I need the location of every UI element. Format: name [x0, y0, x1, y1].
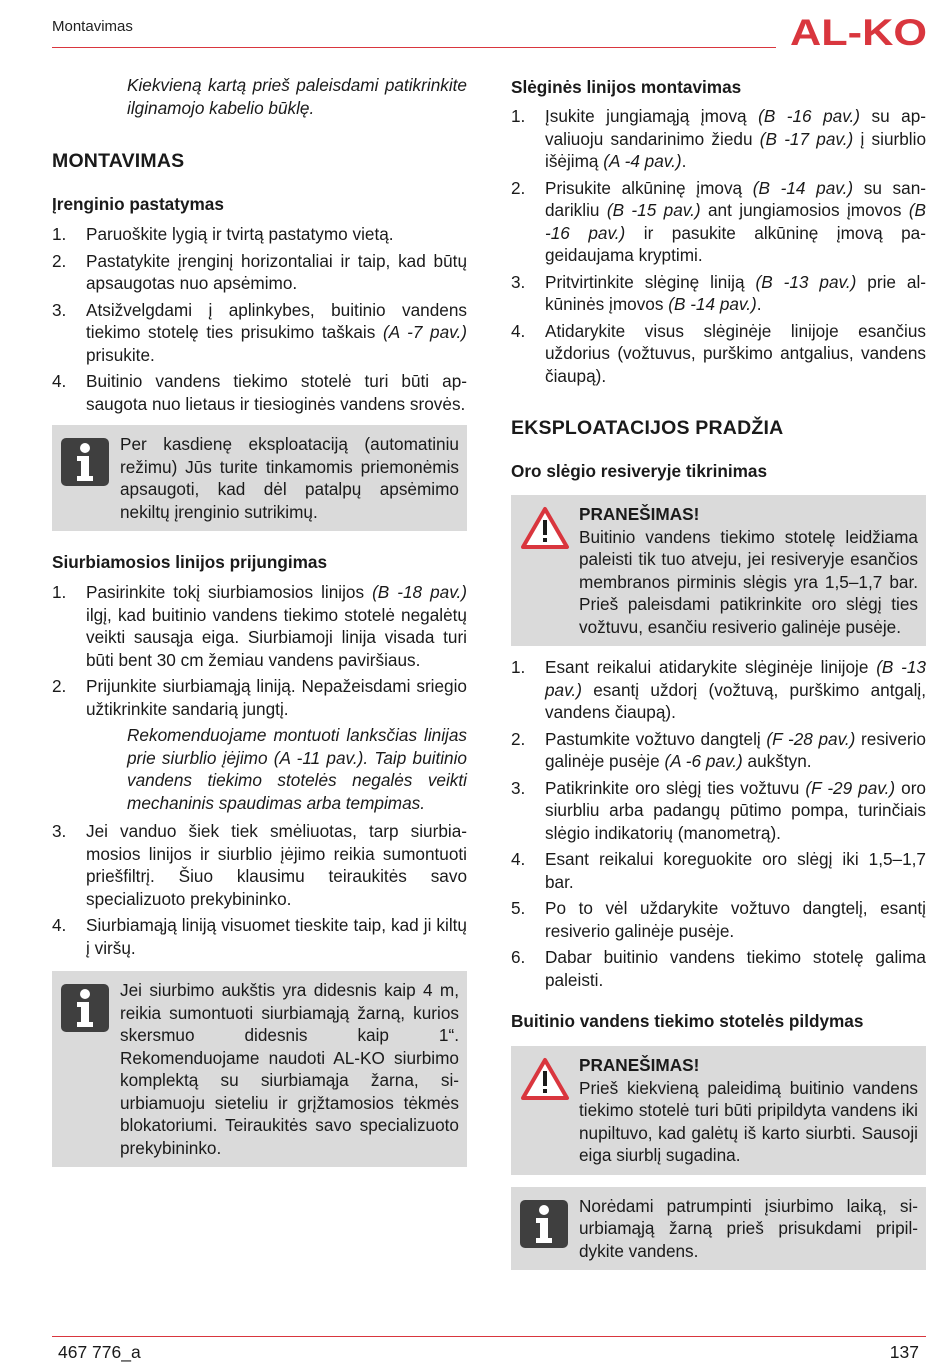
notice-title: PRANEŠIMAS! [579, 1055, 700, 1075]
list-item: 1. Paruoškite lygią ir tvirtą pastatymo vietą. [52, 224, 394, 244]
notice-text: Buitinio vandens tiekimo stotelę leidžiama paleisti tik tuo atveju, jei resiveryje esančios membranos pirminis slėgis yra 1,5–1,7 bar. Prieš paleisdami patikrinkite oro slėgį ties vožtuvu, esančiu resiverio galinėje pusėje. [579, 526, 918, 637]
list-item: 3. Pritvirtinkite slėginę liniją (B -13 pav.) prie alkūninės įmovos (B -14 pav.). [511, 271, 926, 314]
alko-logo [790, 14, 928, 50]
warning-icon [520, 1057, 570, 1101]
section-title-commissioning: EKSPLOATACIJOS PRADŽIA [511, 417, 784, 439]
info-box-suction-height: Jei siurbimo aukštis yra didesnis kaip 4 m, reikia sumontuoti siurbiamąją žarną, kurios skersmuo didesnis kaip 1“. Rekomenduojame naudoti AL-KO siurbimo komplektą su siurbiamąja žarna, siurbiamuoju sieteliu ir grįžtamosios tėkmės blokatoriumi. Teiraukitės savo specializuoto prekybininko. [52, 971, 467, 1167]
list-item: 2. Pastumkite vožtuvo dangtelį (F -28 pav.) resiverio galinėje pusėje (A -6 pav.) aukštyn. [511, 728, 926, 771]
info-icon [61, 438, 109, 486]
footer-rule [52, 1336, 926, 1337]
notice-title: PRANEŠIMAS! [579, 504, 700, 524]
right-column [511, 74, 926, 1270]
subsection-title-filling: Buitinio vandens tiekimo stotelės pildymas [511, 1011, 864, 1031]
info-icon [61, 984, 109, 1032]
subsection-title-suction-line: Siurbiamosios linijos prijungimas [52, 552, 328, 572]
header-rule [52, 47, 776, 48]
subsection-title-air-pressure: Oro slėgio resiveryje tikrinimas [511, 461, 768, 481]
placement-steps [52, 223, 467, 415]
subsection-title-pressure-line: Slėginės linijos montavimas [511, 77, 742, 97]
info-box-priming: Norėdami patrumpinti įsiurbimo laiką, siurbiamąją žarną prieš prisukdami pripildykite vandens. [511, 1187, 926, 1271]
list-item: 1. Įsukite jungiamąją įmovą (B -16 pav.) su apvaliuoju sandarinimo žiedu (B -17 pav.) į siurblio išėjimą (A -4 pav.). [511, 106, 927, 171]
notice-box-air-pressure [511, 495, 926, 646]
list-item: 3. Patikrinkite oro slėgį ties vožtuvu (F -29 pav.) oro siurbliu arba padangų pūtimo pompa, turinčiais slėgio indikatorių (manometrą). [511, 777, 926, 843]
pressure-line-steps [511, 105, 926, 387]
svg-text:AL-KO: AL-KO [790, 14, 927, 50]
list-item: 2. Pastatykite įrenginį horizontaliai ir taip, kad būtų apsaugotas nuo apsėmimo. [52, 250, 467, 293]
air-pressure-steps [511, 656, 926, 991]
document-number: 467 776_a [58, 1342, 141, 1362]
left-column [52, 74, 467, 1167]
list-item: 5. Po to vėl uždarykite vožtuvo dangtelį, esantį resiverio galinėje pusėje. [511, 898, 926, 941]
list-item: 3. Jei vanduo šiek tiek smėliuotas, tarp siurbiamosios linijos ir siurblio įėjimo reikia sumontuoti priešfiltrį. Šiuo klausimu teiraukitės savo specializuoto prekybininko. [52, 821, 467, 909]
list-item: 1. Esant reikalui atidarykite slėginėje linijoje (B -13 pav.) esantį uždorį (vožtuvą, purškimo antgalį, vandens čiaupą). [511, 657, 926, 722]
list-item: 4. Siurbiamąją liniją visuomet tieskite taip, kad ji kiltų į viršų. [52, 915, 467, 958]
subsection-title-placement: Įrenginio pastatymas [52, 194, 224, 214]
notice-text: Prieš kiekvieną paleidimą buitinio vandens tiekimo stotelė turi būti pripildyta vandens iki nupiltuvo, kad galėtų iš karto siurbti. Sausoji eiga siurblį sugadina. [579, 1077, 918, 1165]
list-item: 4. Esant reikalui koreguokite oro slėgį iki 1,5–1,7 bar. [511, 849, 926, 892]
list-item: 1. Pasirinkite tokį siurbiamosios linijos (B -18 pav.) ilgį, kad buitinio vandens tiekimo stotelė negalėtų veikti sausąja eiga. Siurbiamoji linija visada turi būti bent 30 cm žemiau vandens paviršiaus. [52, 582, 468, 670]
notice-box-filling [511, 1046, 926, 1175]
list-item: 2. Prijunkite siurbiamąją liniją. Nepažeisdami sriegio užtikrinkite sandarią jungtį. [52, 676, 467, 719]
suction-steps [52, 581, 467, 720]
suction-steps-continued [52, 820, 467, 959]
section-title-installation: MONTAVIMAS [52, 150, 185, 172]
list-item: 4. Atidarykite visus slėginėje linijoje esančius uždorius (vožtuvus, purškimo antgalius, vandens čiaupą). [511, 320, 926, 386]
list-item: 6. Dabar buitinio vandens tiekimo stotelę galima paleisti. [511, 947, 926, 990]
list-item: 4. Buitinio vandens tiekimo stotelė turi būti apsaugota nuo lietaus ir tiesioginės vandens srovės. [52, 371, 467, 414]
list-item: 2. Prisukite alkūninę įmovą (B -14 pav.) su sandarikliu (B -15 pav.) ant jungiamosios įmovos (B -16 pav.) ir pasukite alkūninę įmovą pageidaujama kryptimi. [511, 177, 927, 265]
flexible-line-recommendation: Rekomenduojame montuoti lanksčias linijas prie siurblio įėjimo (A -11 pav.). Taip buitinio vandens tiekimo stotelės negalės veikti mechaninis spaudimas arba tempimas. [127, 725, 467, 813]
list-item: 3. Atsižvelgdami į aplinkybes, buitinio vandens tiekimo stotelę ties prisukimo taškais (A -7 pav.) prisukite. [52, 299, 467, 365]
info-icon [520, 1200, 568, 1248]
cable-check-note: Kiekvieną kartą prieš paleisdami patikrinkite ilginamojo kabelio būklę. [127, 75, 467, 118]
warning-icon [520, 506, 570, 550]
info-box-flooding: Per kasdienę eksploataciją (automatiniu režimu) Jūs turite tinkamomis priemonėmis apsaugoti, kad dėl patalpų apsėmimo nekiltų įrenginio sutrikimų. [52, 425, 467, 531]
page-number: 137 [889, 1342, 919, 1362]
running-header: Montavimas [52, 18, 133, 35]
